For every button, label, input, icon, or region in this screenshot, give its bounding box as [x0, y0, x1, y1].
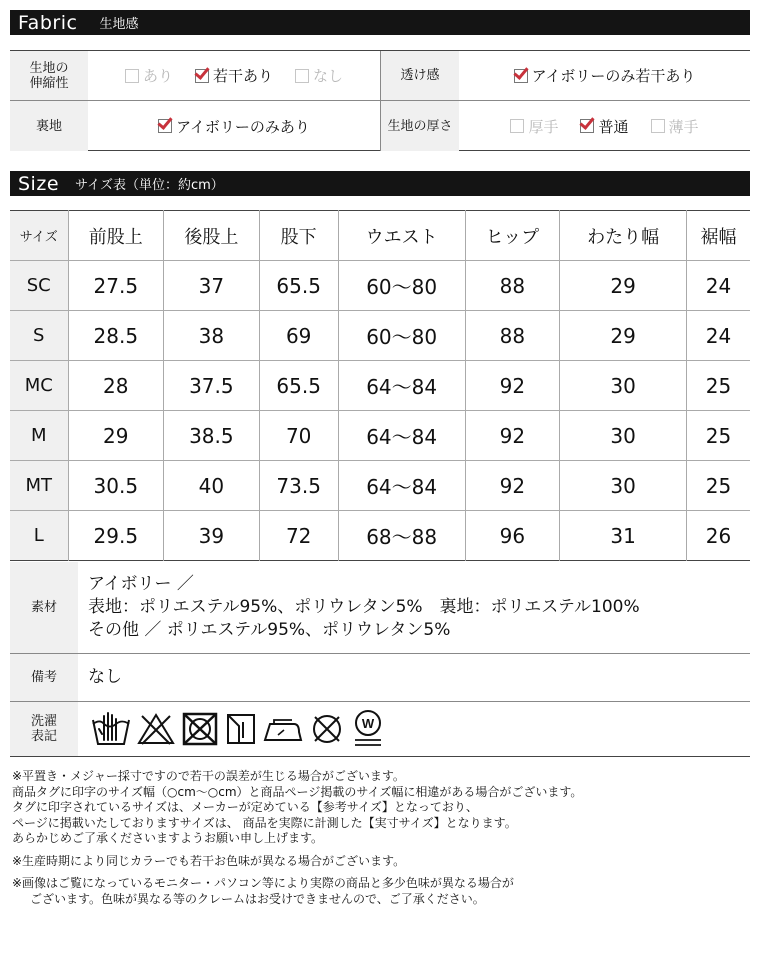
table-cell: 92 — [465, 411, 560, 461]
table-cell: 60〜80 — [338, 311, 465, 361]
column-header: 後股上 — [164, 211, 260, 261]
table-cell: 29 — [560, 311, 687, 361]
column-header: わたり幅 — [560, 211, 687, 261]
table-cell: 65.5 — [259, 361, 338, 411]
care-label: 洗濯 表記 — [10, 702, 78, 756]
table-row — [10, 361, 750, 411]
table-cell: 38.5 — [164, 411, 260, 461]
thickness-option-thick: 厚手 — [510, 116, 558, 137]
size-name-cell: M — [10, 411, 68, 461]
no-bleach-icon — [136, 710, 176, 748]
footnote-line: ございます。色味が異なる等のクレームはお受けできませんので、ご了承ください。 — [30, 891, 485, 906]
checked-checkbox-icon — [514, 69, 528, 83]
table-cell: 70 — [259, 411, 338, 461]
table-cell: 24 — [687, 311, 750, 361]
footnote-line: ※平置き・メジャー採寸ですので若干の誤差が生じる場合がございます。 — [12, 769, 405, 783]
lining-label: 裏地 — [10, 101, 88, 151]
fabric-table — [10, 50, 750, 151]
checkbox-icon — [510, 119, 524, 133]
table-cell: 96 — [465, 511, 560, 561]
table-cell: 30 — [560, 461, 687, 511]
table-cell: 64〜84 — [338, 361, 465, 411]
material-content — [88, 562, 640, 653]
care-icons — [90, 702, 386, 756]
checked-checkbox-icon — [580, 119, 594, 133]
table-cell: 29 — [68, 411, 164, 461]
table-cell: 30.5 — [68, 461, 164, 511]
table-row — [10, 311, 750, 361]
table-cell: 72 — [259, 511, 338, 561]
material-label: 素材 — [10, 562, 78, 653]
fabric-row-2 — [10, 101, 750, 151]
column-header: サイズ — [10, 211, 68, 261]
lining-option-ivory: アイボリーのみあり — [158, 116, 310, 137]
table-cell: 92 — [465, 361, 560, 411]
footnote-line: ※画像はご覧になっているモニター・パソコン等により実際の商品と多少色味が異なる場合が — [12, 876, 514, 890]
size-table — [10, 210, 750, 561]
notes-label: 備考 — [10, 654, 78, 701]
table-cell: 37.5 — [164, 361, 260, 411]
thickness-options — [459, 101, 750, 151]
iron-low-icon — [262, 710, 304, 748]
stretch-option-yes: あり — [125, 65, 173, 86]
table-row — [10, 511, 750, 561]
size-name-cell: L — [10, 511, 68, 561]
no-dry-clean-icon — [308, 710, 346, 748]
hand-wash-icon — [90, 710, 132, 748]
no-tumble-dry-icon — [180, 710, 220, 748]
table-cell: 64〜84 — [338, 461, 465, 511]
table-cell: 39 — [164, 511, 260, 561]
lining-options — [88, 101, 380, 151]
table-cell: 28 — [68, 361, 164, 411]
table-cell: 69 — [259, 311, 338, 361]
notes-row — [10, 654, 750, 702]
thickness-option-thin: 薄手 — [651, 116, 699, 137]
size-name-cell: S — [10, 311, 68, 361]
info-block — [10, 562, 750, 757]
table-row — [10, 411, 750, 461]
table-cell: 37 — [164, 261, 260, 311]
checkbox-icon — [125, 69, 139, 83]
table-cell: 30 — [560, 411, 687, 461]
table-cell: 64〜84 — [338, 411, 465, 461]
stretch-options — [88, 51, 380, 100]
wet-clean-gentle-icon — [350, 708, 386, 750]
care-row — [10, 702, 750, 756]
checkbox-icon — [651, 119, 665, 133]
stretch-option-slight: 若干あり — [195, 65, 273, 86]
sheer-label: 透け感 — [381, 51, 459, 100]
notes-value: なし — [88, 667, 122, 687]
fabric-row-1 — [10, 51, 750, 101]
sheer-options — [459, 51, 750, 100]
material-line: 表地：ポリエステル95%、ポリウレタン5% 裏地：ポリエステル100% — [88, 597, 640, 617]
table-cell: 25 — [687, 461, 750, 511]
footnote-line: ページに掲載いたしておりますサイズは、 商品を実際に計測した【実寸サイズ】となります。 — [12, 815, 517, 830]
size-name-cell: MT — [10, 461, 68, 511]
column-header: 股下 — [259, 211, 338, 261]
material-line: アイボリー ／ — [88, 574, 194, 594]
fabric-title: Fabric — [18, 11, 78, 34]
table-cell: 73.5 — [259, 461, 338, 511]
column-header: 裾幅 — [687, 211, 750, 261]
table-cell: 38 — [164, 311, 260, 361]
table-cell: 24 — [687, 261, 750, 311]
size-table-header-row — [10, 211, 750, 261]
material-row — [10, 562, 750, 654]
table-cell: 65.5 — [259, 261, 338, 311]
stretch-label — [10, 51, 88, 100]
table-cell: 25 — [687, 411, 750, 461]
table-cell: 88 — [465, 311, 560, 361]
table-cell: 29 — [560, 261, 687, 311]
line-dry-shade-icon — [224, 710, 258, 748]
table-cell: 31 — [560, 511, 687, 561]
size-subtitle: サイズ表（単位：約cm） — [75, 178, 224, 193]
checked-checkbox-icon — [158, 119, 172, 133]
size-name-cell: SC — [10, 261, 68, 311]
table-cell: 29.5 — [68, 511, 164, 561]
table-cell: 40 — [164, 461, 260, 511]
table-cell: 88 — [465, 261, 560, 311]
stretch-option-none: なし — [295, 65, 343, 86]
sheer-option-ivory: アイボリーのみ若干あり — [514, 65, 696, 86]
checked-checkbox-icon — [195, 69, 209, 83]
table-cell: 26 — [705, 523, 732, 548]
size-name-cell: MC — [10, 361, 68, 411]
fabric-section-header — [10, 10, 750, 35]
footnote-line: あらかじめご了承くださいますようお願い申し上げます。 — [12, 831, 324, 845]
fabric-subtitle: 生地感 — [99, 17, 139, 32]
checkbox-icon — [295, 69, 309, 83]
table-cell: 92 — [465, 461, 560, 511]
stretch-label-line1: 生地の — [29, 60, 69, 76]
table-cell: 60〜80 — [338, 261, 465, 311]
table-cell: 27.5 — [68, 261, 164, 311]
stretch-label-line2: 伸縮性 — [29, 75, 69, 91]
material-line: その他 ／ ポリエステル95%、ポリウレタン5% — [88, 620, 451, 640]
table-row — [10, 261, 750, 311]
column-header: ウエスト — [338, 211, 465, 261]
thickness-option-normal: 普通 — [580, 116, 628, 137]
table-cell: 30 — [560, 361, 687, 411]
thickness-label: 生地の厚さ — [381, 101, 459, 151]
table-cell: 68〜88 — [338, 511, 465, 561]
footnotes — [12, 769, 748, 907]
footnote-line: ※生産時期により同じカラーでも若干お色味が異なる場合がございます。 — [12, 853, 406, 868]
table-cell: 25 — [687, 361, 750, 411]
column-header: ヒップ — [465, 211, 560, 261]
column-header: 前股上 — [68, 211, 164, 261]
size-section-header — [10, 171, 750, 196]
table-row — [10, 461, 750, 511]
svg-text:W: W — [361, 716, 375, 731]
table-cell: 28.5 — [68, 311, 164, 361]
size-title: Size — [18, 172, 60, 195]
footnote-line: タグに印字されているサイズは、メーカーが定めている【参考サイズ】となっており、 — [12, 800, 478, 814]
footnote-line: 商品タグに印字のサイズ幅（○cm〜○cm）と商品ページ掲載のサイズ幅に相違がある場合がございます。 — [12, 784, 583, 799]
